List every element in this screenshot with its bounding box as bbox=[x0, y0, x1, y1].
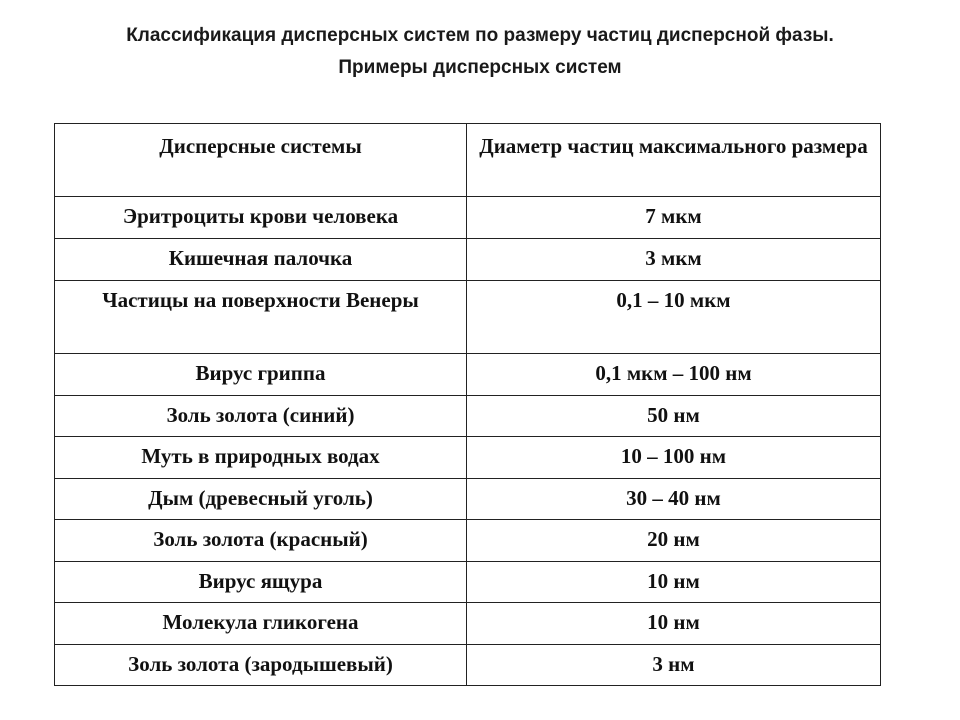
table-row bbox=[55, 354, 881, 396]
table-header-row bbox=[55, 124, 881, 197]
table-row bbox=[55, 603, 881, 645]
diameter-cell: 3 мкм bbox=[467, 239, 881, 281]
diameter-cell: 20 нм bbox=[467, 520, 881, 562]
dispersion-table bbox=[54, 123, 881, 686]
system-name-cell: Дым (древесный уголь) bbox=[55, 479, 467, 520]
diameter-cell: 3 нм bbox=[467, 645, 881, 686]
table-row bbox=[55, 520, 881, 562]
table-row bbox=[55, 479, 881, 520]
system-name-cell: Вирус ящура bbox=[55, 562, 467, 603]
header-dispersed-systems: Дисперсные системы bbox=[55, 124, 467, 197]
system-name-cell: Эритроциты крови человека bbox=[55, 197, 467, 239]
system-name-cell: Частицы на поверхности Венеры bbox=[55, 281, 467, 354]
diameter-cell: 0,1 – 10 мкм bbox=[467, 281, 881, 354]
table-row bbox=[55, 562, 881, 603]
system-name-cell: Вирус гриппа bbox=[55, 354, 467, 396]
table-row bbox=[55, 645, 881, 686]
system-name-cell: Молекула гликогена bbox=[55, 603, 467, 645]
system-name-cell: Золь золота (красный) bbox=[55, 520, 467, 562]
header-particle-diameter: Диаметр частиц максимального размера bbox=[467, 124, 881, 197]
diameter-cell: 0,1 мкм – 100 нм bbox=[467, 354, 881, 396]
page-subtitle: Примеры дисперсных систем bbox=[338, 57, 622, 78]
table-row bbox=[55, 281, 881, 354]
system-name-cell: Кишечная палочка bbox=[55, 239, 467, 281]
diameter-cell: 30 – 40 нм bbox=[467, 479, 881, 520]
table-row bbox=[55, 239, 881, 281]
page-title: Классификация дисперсных систем по размеру частиц дисперсной фазы. bbox=[126, 25, 834, 46]
system-name-cell: Золь золота (синий) bbox=[55, 396, 467, 437]
diameter-cell: 7 мкм bbox=[467, 197, 881, 239]
diameter-cell: 10 нм bbox=[467, 562, 881, 603]
system-name-cell: Муть в природных водах bbox=[55, 437, 467, 479]
diameter-cell: 10 нм bbox=[467, 603, 881, 645]
table-row bbox=[55, 437, 881, 479]
diameter-cell: 10 – 100 нм bbox=[467, 437, 881, 479]
system-name-cell: Золь золота (зародышевый) bbox=[55, 645, 467, 686]
table-row bbox=[55, 197, 881, 239]
table-row bbox=[55, 396, 881, 437]
diameter-cell: 50 нм bbox=[467, 396, 881, 437]
